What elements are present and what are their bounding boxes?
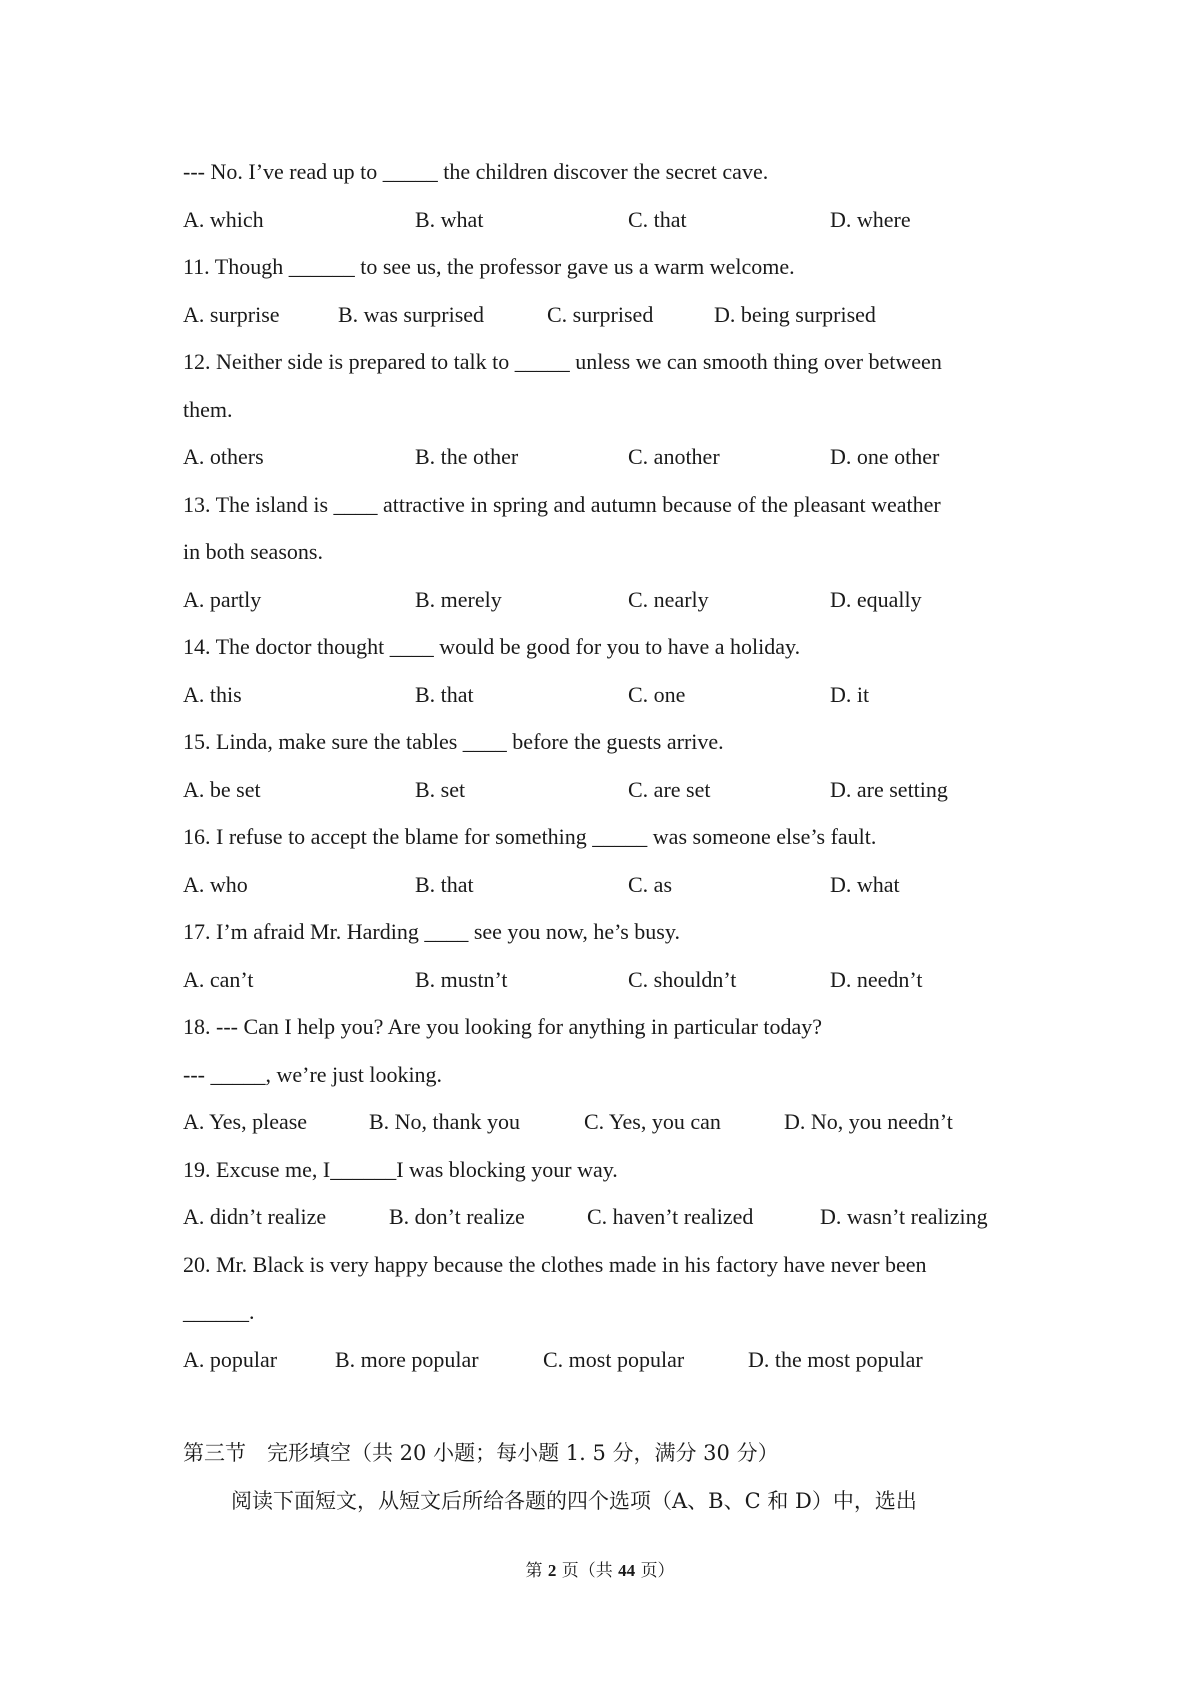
option-c: C. are set	[628, 776, 711, 802]
option-b: B. that	[415, 871, 474, 897]
question-15-options	[183, 766, 1028, 814]
question-18-options	[183, 1098, 1028, 1146]
option-b: B. No, thank you	[369, 1109, 520, 1134]
question-20-stem-continued: ______.	[183, 1299, 255, 1324]
question-18-stem: 18. --- Can I help you? Are you looking for anything in particular today?	[183, 1014, 823, 1039]
option-c: C. that	[628, 206, 687, 232]
option-a: A. didn’t realize	[183, 1204, 327, 1229]
option-d: D. where	[830, 206, 911, 232]
option-a: A. which	[183, 206, 264, 232]
option-c: C. haven’t realized	[587, 1204, 754, 1229]
question-19-options	[183, 1193, 1028, 1241]
option-d: D. being surprised	[714, 301, 876, 327]
question-content	[183, 148, 1028, 1525]
option-d: D. it	[830, 681, 870, 707]
option-b: B. was surprised	[338, 301, 485, 327]
question-10-options	[183, 196, 1028, 244]
option-c: C. shouldn’t	[628, 966, 737, 992]
footer-page-number: 2	[547, 1561, 557, 1580]
option-c: C. most popular	[543, 1346, 685, 1372]
option-b: B. don’t realize	[389, 1204, 525, 1229]
option-c: C. another	[628, 444, 720, 469]
footer-total-pages: 44	[618, 1561, 636, 1580]
question-19-stem: 19. Excuse me, I______I was blocking your way.	[183, 1156, 618, 1182]
question-20-options	[183, 1336, 1028, 1384]
section-title: 第三节 完形填空（共 20 小题；每小题 1. 5 分，满分 30 分）	[183, 1441, 779, 1465]
option-d: D. equally	[830, 586, 922, 612]
option-b: B. the other	[415, 444, 519, 469]
question-12-options	[183, 433, 1028, 481]
option-a: A. be set	[183, 776, 261, 802]
question-16-stem: 16. I refuse to accept the blame for something _____ was someone else’s fault.	[183, 824, 877, 849]
option-d: D. needn’t	[830, 966, 923, 992]
option-d: D. No, you needn’t	[784, 1109, 953, 1134]
question-12-stem: 12. Neither side is prepared to talk to _____ unless we can smooth thing over between	[183, 349, 942, 374]
option-b: B. more popular	[335, 1346, 479, 1372]
section-instructions: 阅读下面短文，从短文后所给各题的四个选项（A、B、C 和 D）中，选出	[231, 1488, 917, 1513]
option-b: B. what	[415, 206, 484, 232]
option-c: C. as	[628, 871, 672, 897]
question-13-options	[183, 576, 1028, 624]
question-13-stem: 13. The island is ____ attractive in spring and autumn because of the pleasant weather	[183, 491, 941, 517]
question-11-stem: 11. Though ______ to see us, the professor gave us a warm welcome.	[183, 254, 795, 279]
option-c: C. nearly	[628, 586, 709, 612]
option-c: C. one	[628, 681, 686, 707]
question-14-stem: 14. The doctor thought ____ would be good for you to have a holiday.	[183, 634, 801, 659]
question-18-dialog-line: --- _____, we’re just looking.	[183, 1061, 443, 1087]
option-a: A. Yes, please	[183, 1109, 308, 1134]
option-c: C. Yes, you can	[584, 1109, 721, 1134]
option-d: D. are setting	[830, 776, 948, 802]
question-15-stem: 15. Linda, make sure the tables ____ before the guests arrive.	[183, 729, 724, 754]
question-11-options	[183, 291, 1028, 339]
option-c: C. surprised	[547, 301, 654, 327]
question-14-options	[183, 671, 1028, 719]
option-d: D. the most popular	[748, 1346, 923, 1372]
option-a: A. surprise	[183, 301, 280, 327]
option-b: B. mustn’t	[415, 966, 508, 992]
question-12-stem-continued: them.	[183, 396, 233, 422]
option-d: D. one other	[830, 444, 940, 469]
option-d: D. wasn’t realizing	[820, 1204, 988, 1229]
section-spacer	[183, 1383, 1028, 1430]
option-a: A. others	[183, 444, 264, 469]
question-20-stem: 20. Mr. Black is very happy because the clothes made in his factory have never been	[183, 1251, 927, 1277]
question-10-dialog-line: --- No. I’ve read up to _____ the children discover the secret cave.	[183, 159, 769, 184]
option-a: A. who	[183, 871, 248, 897]
option-d: D. what	[830, 871, 900, 897]
question-13-stem-continued: in both seasons.	[183, 539, 323, 564]
option-b: B. that	[415, 681, 474, 707]
footer-middle: 页（共	[561, 1561, 613, 1581]
option-b: B. set	[415, 776, 466, 802]
option-a: A. partly	[183, 586, 262, 612]
footer-suffix: 页）	[640, 1561, 675, 1581]
option-a: A. this	[183, 681, 242, 707]
footer-prefix: 第	[525, 1561, 543, 1581]
option-b: B. merely	[415, 586, 502, 612]
question-17-options	[183, 956, 1028, 1004]
option-a: A. popular	[183, 1346, 278, 1372]
question-16-options	[183, 861, 1028, 909]
option-a: A. can’t	[183, 966, 254, 992]
page-footer	[0, 1556, 1200, 1581]
question-17-stem: 17. I’m afraid Mr. Harding ____ see you now, he’s busy.	[183, 919, 680, 944]
